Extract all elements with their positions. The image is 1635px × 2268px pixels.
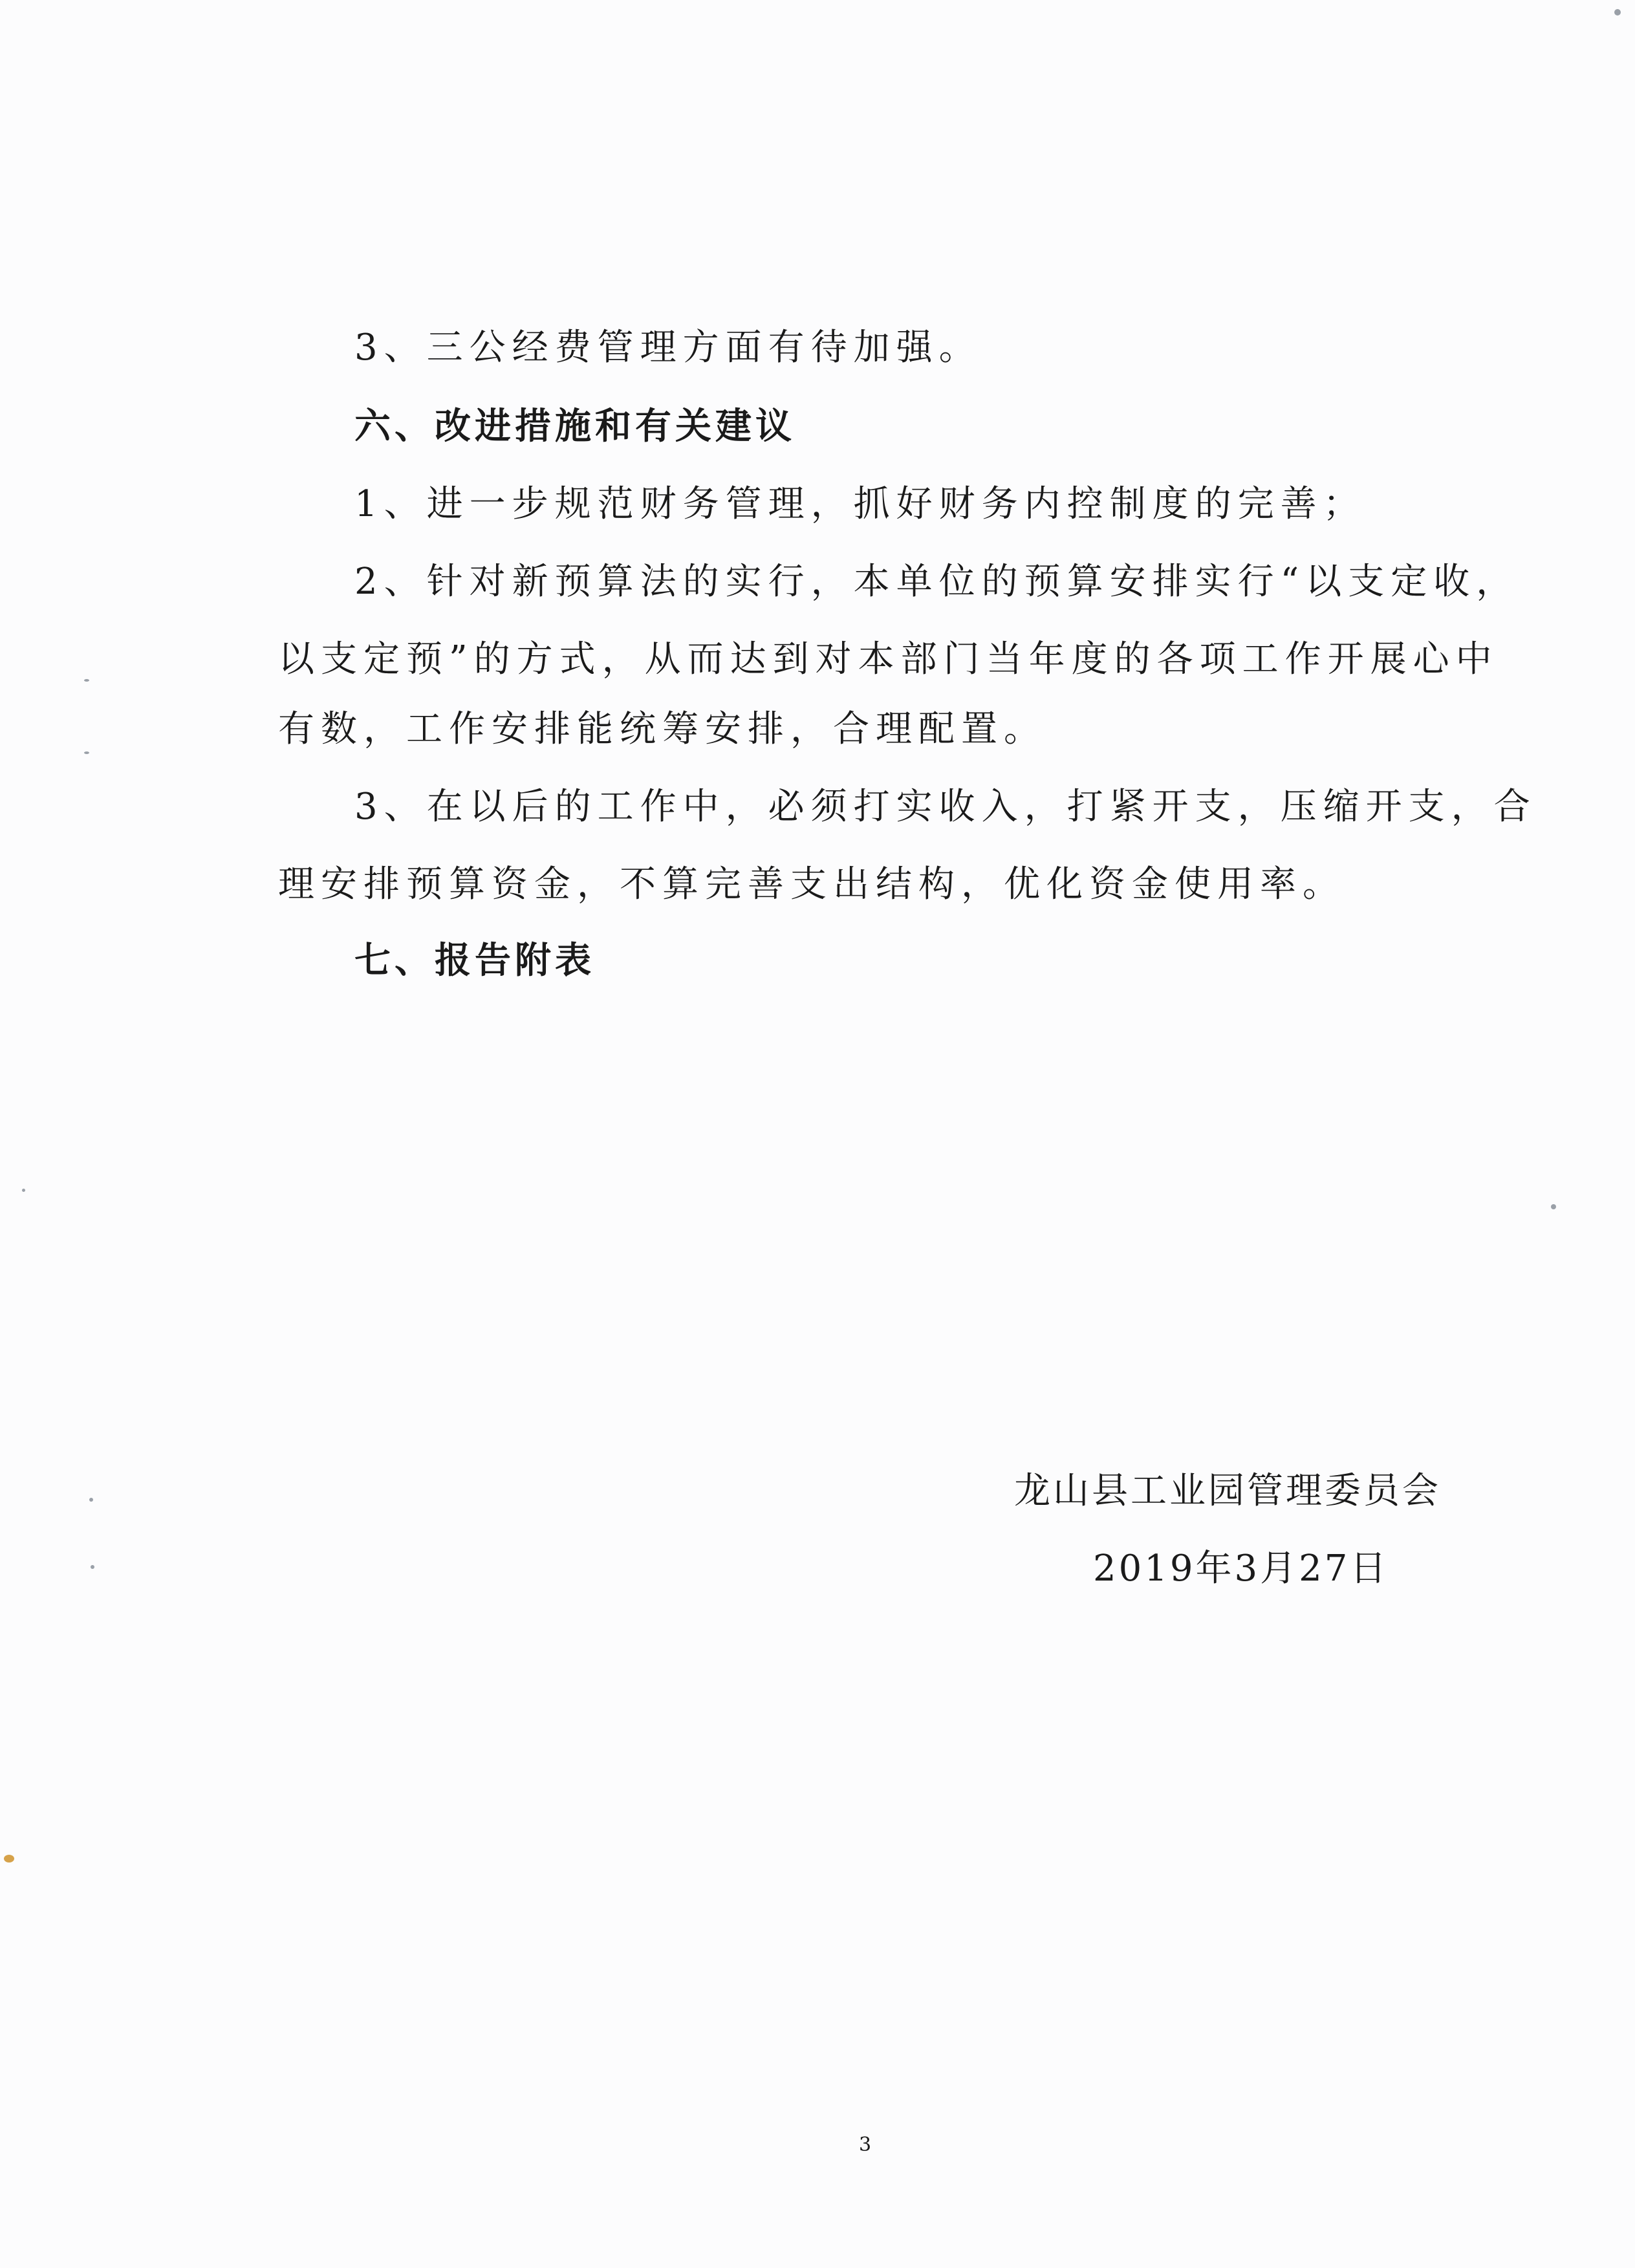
paragraph-item-1-finance-management: 1、进一步规范财务管理，抓好财务内控制度的完善； bbox=[354, 483, 1366, 525]
scan-speck bbox=[84, 679, 89, 682]
scan-speck bbox=[84, 751, 89, 754]
scan-speck bbox=[91, 1565, 94, 1569]
scan-speck bbox=[89, 1498, 93, 1502]
signature-date: 2019年3月27日 bbox=[1093, 1548, 1389, 1590]
scan-speck bbox=[1614, 9, 1621, 16]
section-heading-improvement-measures: 六、改进措施和有关建议 bbox=[354, 405, 796, 448]
page-number: 3 bbox=[859, 2133, 872, 2156]
paragraph-item-2-budget-line-3: 有数，工作安排能统筹安排，合理配置。 bbox=[278, 708, 1046, 750]
section-heading-report-attachments: 七、报告附表 bbox=[354, 940, 595, 982]
scan-speck bbox=[4, 1855, 14, 1863]
scan-speck bbox=[1551, 1204, 1556, 1209]
paragraph-item-2-budget-line-1: 2、针对新预算法的实行，本单位的预算安排实行“以支定收， bbox=[354, 561, 1519, 603]
paragraph-item-3-public-expenses: 3、三公经费管理方面有待加强。 bbox=[354, 327, 982, 369]
scan-speck bbox=[22, 1189, 25, 1192]
paragraph-item-3-work-line-2: 理安排预算资金，不算完善支出结构，优化资金使用率。 bbox=[278, 863, 1345, 905]
signature-organization: 龙山县工业园管理委员会 bbox=[1014, 1470, 1441, 1512]
paragraph-item-3-work-line-1: 3、在以后的工作中，必须打实收入，打紧开支，压缩开支，合 bbox=[354, 786, 1537, 828]
paragraph-item-2-budget-line-2: 以支定预”的方式，从而达到对本部门当年度的各项工作开展心中 bbox=[278, 638, 1499, 680]
